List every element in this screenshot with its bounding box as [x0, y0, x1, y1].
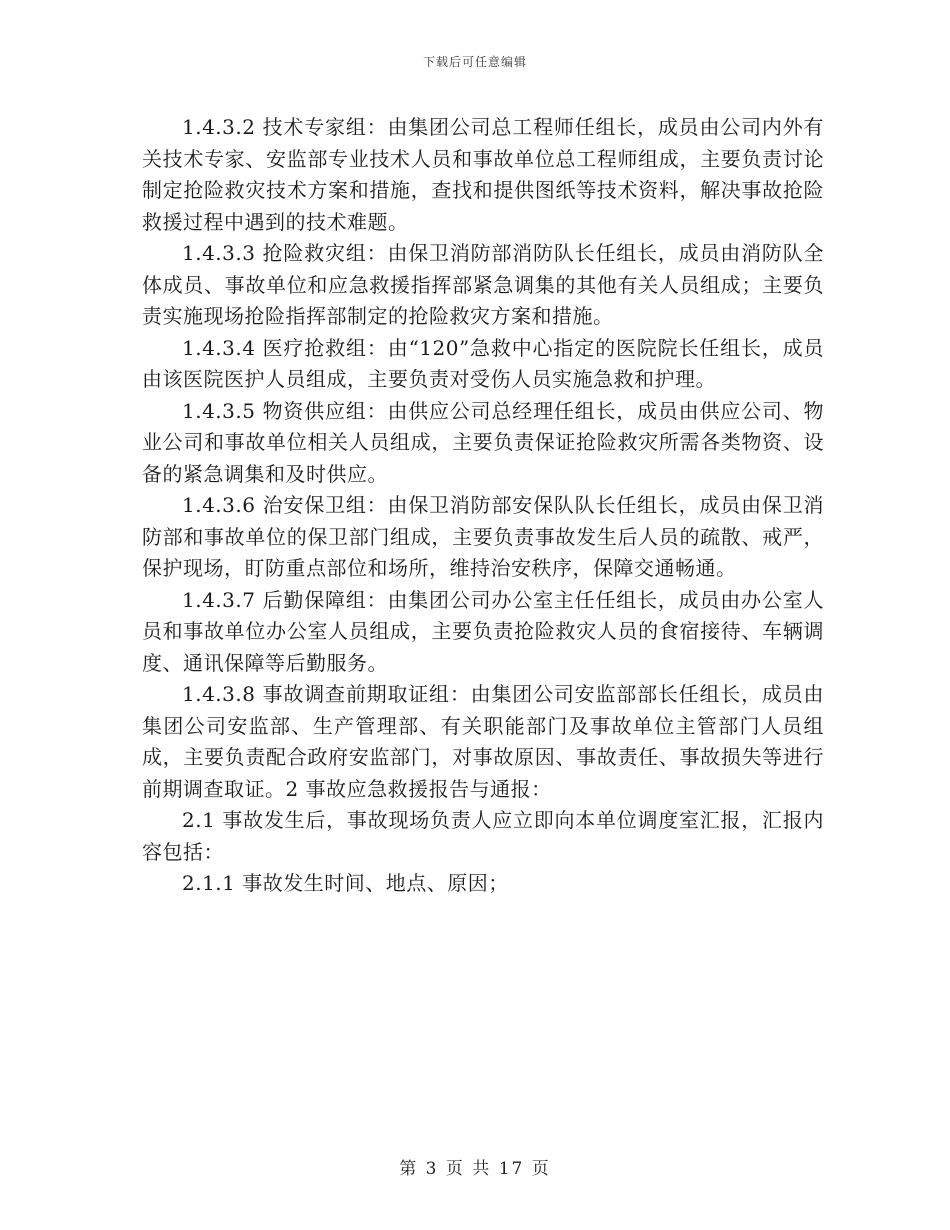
paragraph-1-4-3-7: 1.4.3.7 后勤保障组：由集团公司办公室主任任组长，成员由办公室人员和事故单位办公室人员组成，主要负责抢险救灾人员的食宿接待、车辆调度、通讯保障等后勤服务。 — [142, 587, 824, 675]
paragraph-2-1: 2.1 事故发生后，事故现场负责人应立即向本单位调度室汇报，汇报内容包括： — [142, 808, 824, 864]
paragraph-2-1-1: 2.1.1 事故发生时间、地点、原因； — [182, 871, 509, 895]
page-number-footer: 第 3 页 共 17 页 — [399, 1159, 551, 1179]
paragraph-1-4-3-8: 1.4.3.8 事故调查前期取证组：由集团公司安监部部长任组长，成员由集团公司安监部、生产管理部、有关职能部门及事故单位主管部门人员组成，主要负责配合政府安监部门，对事故原因、事故责任、事故损失等进行前期调查取证。2 事故应急救援报告与通报： — [142, 682, 824, 801]
page-header: 下载后可任意编辑 — [422, 55, 527, 69]
paragraph-1-4-3-2: 1.4.3.2 技术专家组：由集团公司总工程师任组长，成员由公司内外有关技术专家、安监部专业技术人员和事故单位总工程师组成，主要负责讨论制定抢险救灾技术方案和措施，查找和提供图纸等技术资料，解决事故抢险救援过程中遇到的技术难题。 — [142, 115, 824, 234]
paragraph-1-4-3-4: 1.4.3.4 医疗抢救组：由“120”急救中心指定的医院院长任组长，成员由该医院医护人员组成，主要负责对受伤人员实施急救和护理。 — [142, 335, 824, 391]
document-body — [142, 112, 824, 900]
paragraph-1-4-3-5: 1.4.3.5 物资供应组：由供应公司总经理任组长，成员由供应公司、物业公司和事故单位相关人员组成，主要负责保证抢险救灾所需各类物资、设备的紧急调集和及时供应。 — [142, 398, 824, 486]
paragraph-1-4-3-6: 1.4.3.6 治安保卫组：由保卫消防部安保队队长任组长，成员由保卫消防部和事故单位的保卫部门组成，主要负责事故发生后人员的疏散、戒严，保护现场，盯防重点部位和场所，维持治安秩序，保障交通畅通。 — [142, 493, 824, 580]
paragraph-1-4-3-3: 1.4.3.3 抢险救灾组：由保卫消防部消防队长任组长，成员由消防队全体成员、事故单位和应急救援指挥部紧急调集的其他有关人员组成；主要负责实施现场抢险指挥部制定的抢险救灾方案和措施。 — [142, 241, 824, 328]
